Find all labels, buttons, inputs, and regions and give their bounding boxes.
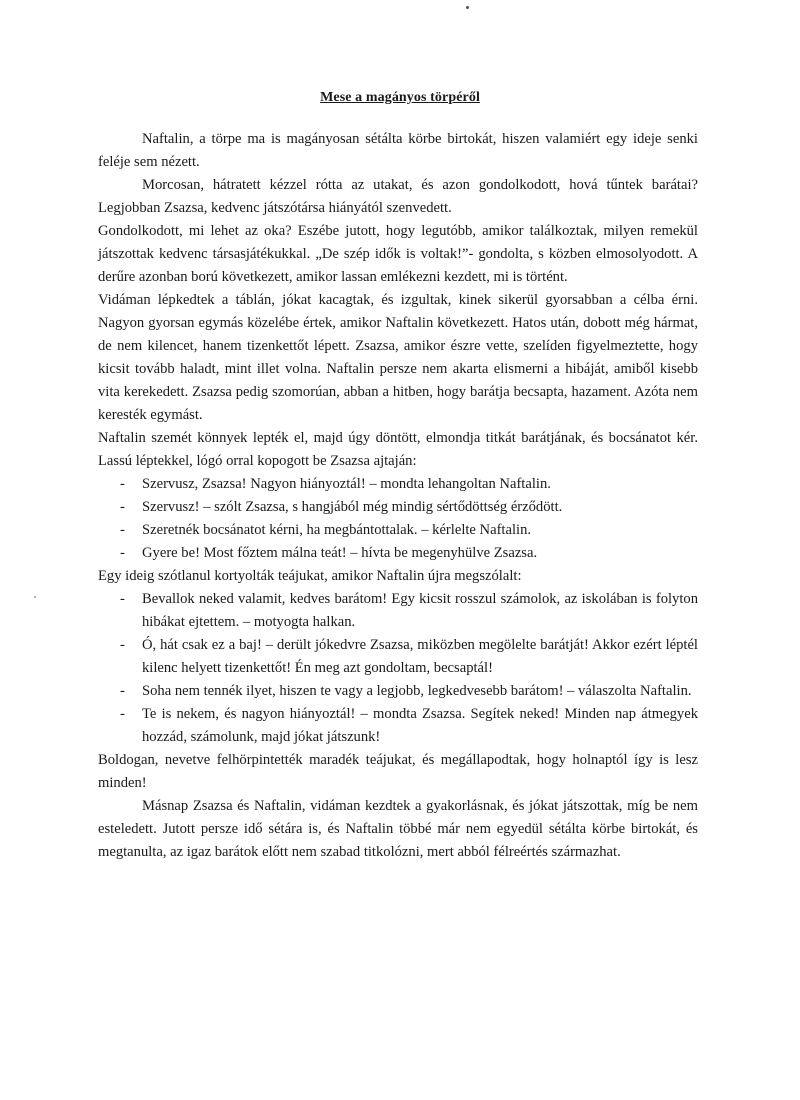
paragraph: Morcosan, hátratett kézzel rótta az utakat, és azon gondolkodott, hová tűntek barátai? Legjobban Zsazsa, kedvenc játszótársa hiányától szenvedett.: [98, 177, 698, 216]
dialogue-line: - Szervusz! – szólt Zsazsa, s hangjából még mindig sértődöttség érződött.: [98, 496, 698, 519]
document-body: [98, 128, 698, 864]
dialogue-line: - Szeretnék bocsánatot kérni, ha megbántottalak. – kérlelte Naftalin.: [98, 519, 698, 542]
dialogue-line: - Ó, hát csak ez a baj! – derült jókedvre Zsazsa, miközben megölelte barátját! Akkor ezért léptél kilenc helyett tizenkettőt! Én meg azt gondoltam, becsaptál!: [98, 634, 698, 680]
paragraph: Boldogan, nevetve felhörpintették maradék teájukat, és megállapodtak, hogy holnaptól így is lesz minden!: [98, 752, 698, 791]
paragraph: Gondolkodott, mi lehet az oka? Eszébe jutott, hogy legutóbb, amikor találkoztak, milyen remekül játszottak kedvenc társasjátékukkal. „De szép idők is voltak!”- gondolta, s közben elmosolyodott. A derűre azonban ború következett, amikor lassan emlékezni kezdett, mi is történt.: [98, 223, 698, 285]
paragraph: Naftalin szemét könnyek lepték el, majd úgy döntött, elmondja titkát barátjának, és bocsánatot kér. Lassú léptekkel, lógó orral kopogott be Zsazsa ajtaján:: [98, 430, 698, 469]
paragraph: Másnap Zsazsa és Naftalin, vidáman kezdtek a gyakorlásnak, és jókat játszottak, míg be nem esteledett. Jutott persze idő sétára is, és Naftalin többé már nem egyedül sétálta körbe birtokát, és megtanulta, az igaz barátok előtt nem szabad titkolózni, mert abból félreértés származhat.: [98, 798, 698, 860]
dialogue-line: - Gyere be! Most főztem málna teát! – hívta be megenyhülve Zsazsa.: [98, 542, 698, 565]
paragraph: Egy ideig szótlanul kortyolták teájukat, amikor Naftalin újra megszólalt:: [98, 568, 522, 584]
scan-speck: [34, 596, 36, 598]
dialogue-list: [98, 473, 698, 565]
document-title: Mese a magányos törpéről: [320, 90, 480, 105]
dialogue-line: - Bevallok neked valamit, kedves barátom! Egy kicsit rosszul számolok, az iskolában is folyton hibákat ejtettem. – motyogta halkan.: [98, 588, 698, 634]
dialogue-line: - Soha nem tennék ilyet, hiszen te vagy a legjobb, legkedvesebb barátom! – válaszolta Naftalin.: [98, 680, 698, 703]
dialogue-line: - Szervusz, Zsazsa! Nagyon hiányoztál! – mondta lehangoltan Naftalin.: [98, 473, 698, 496]
dialogue-line: - Te is nekem, és nagyon hiányoztál! – mondta Zsazsa. Segítek neked! Minden nap átmegyek hozzád, számolunk, majd jókat játszunk!: [98, 703, 698, 749]
scan-speck: [466, 6, 469, 9]
dialogue-list: [98, 588, 698, 749]
paragraph: Vidáman lépkedtek a táblán, jókat kacagtak, és izgultak, kinek sikerül gyorsabban a célba érni. Nagyon gyorsan egymás közelébe értek, amikor Naftalin következett. Hatos után, dobott még hármat, de nem kilencet, hanem tizenkettőt lépett. Zsazsa, amikor észre vette, szelíden figyelmeztette, hogy kicsit tovább haladt, mint illet volna. Naftalin persze nem akarta elismerni a hibáját, amiből kisebb vita kerekedett. Zsazsa pedig szomorúan, abban a hitben, hogy barátja becsapta, hazament. Azóta nem keresték egymást.: [98, 292, 698, 423]
paragraph: Naftalin, a törpe ma is magányosan sétálta körbe birtokát, hiszen valamiért egy ideje senki feléje sem nézett.: [98, 131, 698, 170]
